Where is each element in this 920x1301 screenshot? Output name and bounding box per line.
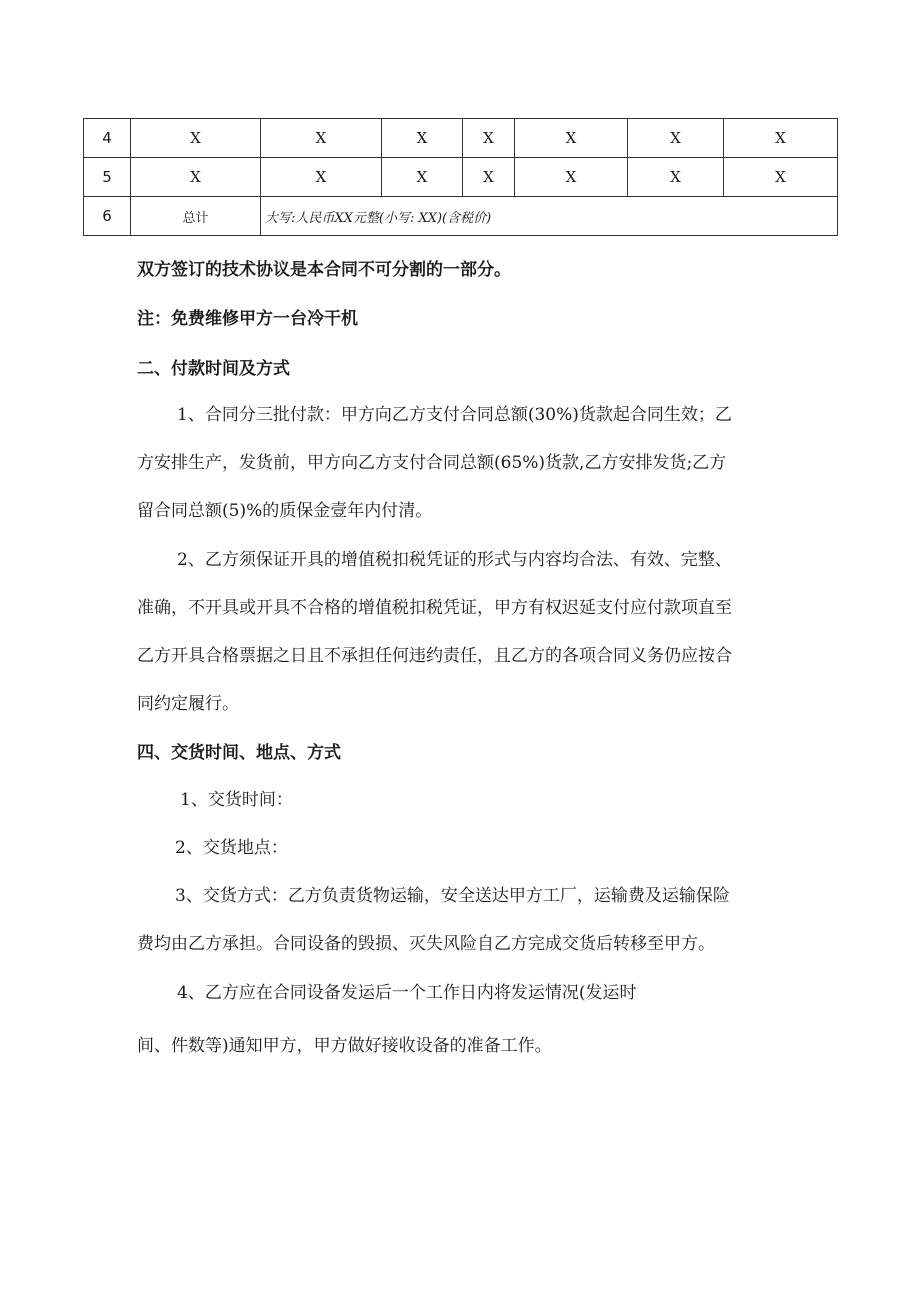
delivery-method [137, 884, 730, 980]
text-line: 1、合同分三批付款：甲方向乙方支付合同总额(30%)货款起合同生效；乙 [177, 405, 732, 425]
row-number: 5 [84, 158, 131, 197]
row-number: 4 [84, 119, 131, 158]
section-heading-payment: 二、付款时间及方式 [137, 359, 290, 379]
payment-clause-1 [137, 403, 732, 547]
text-line: 同约定履行。 [137, 694, 239, 714]
text-line: 2、乙方须保证开具的增值税扣税凭证的形式与内容均合法、有效、完整、 [177, 550, 732, 570]
text-line: 准确，不开具或开具不合格的增值税扣税凭证，甲方有权迟延支付应付款项直至 [137, 598, 732, 618]
table-cell: X [515, 119, 628, 158]
table-cell: X [724, 158, 838, 197]
maintenance-note: 注：免费维修甲方一台冷干机 [137, 309, 358, 329]
text-line: 留合同总额(5)%的质保金壹年内付清。 [137, 501, 433, 521]
table-row-total [84, 197, 838, 236]
table-cell: X [382, 158, 463, 197]
payment-clause-2 [137, 548, 732, 740]
table-cell: X [131, 158, 261, 197]
table-cell: X [515, 158, 628, 197]
table-cell: X [131, 119, 261, 158]
text-line: 3、交货方式：乙方负责货物运输，安全送达甲方工厂，运输费及运输保险 [175, 886, 730, 906]
total-label: 总计 [131, 197, 261, 236]
table-cell: X [628, 158, 724, 197]
delivery-place: 2、交货地点： [175, 838, 288, 858]
delivery-time: 1、交货时间： [180, 790, 293, 810]
delivery-notice-line-1: 4、乙方应在合同设备发运后一个工作日内将发运情况(发运时 [177, 983, 637, 1003]
table-cell: X [463, 119, 515, 158]
tech-agreement-statement: 双方签订的技术协议是本合同不可分割的一部分。 [137, 260, 511, 280]
text-line: 方安排生产，发货前，甲方向乙方支付合同总额(65%)货款,乙方安排发货;乙方 [137, 453, 727, 473]
table-row [84, 119, 838, 158]
table-row [84, 158, 838, 197]
table-cell: X [628, 119, 724, 158]
section-heading-delivery: 四、交货时间、地点、方式 [137, 743, 341, 763]
text-line: 费均由乙方承担。合同设备的毁损、灭失风险自乙方完成交货后转移至甲方。 [137, 934, 715, 954]
row-number: 6 [84, 197, 131, 236]
table-cell: X [261, 158, 382, 197]
delivery-notice-line-2: 间、件数等)通知甲方，甲方做好接收设备的准备工作。 [137, 1036, 552, 1056]
table-cell: X [261, 119, 382, 158]
items-table [83, 118, 838, 236]
text-line: 乙方开具合格票据之日且不承担任何违约责任，且乙方的各项合同义务仍应按合 [137, 646, 732, 666]
table-cell: X [382, 119, 463, 158]
table-cell: X [463, 158, 515, 197]
total-amount: 大写:人民币XX元整(小写: XX)(含税价) [261, 197, 838, 236]
table-cell: X [724, 119, 838, 158]
